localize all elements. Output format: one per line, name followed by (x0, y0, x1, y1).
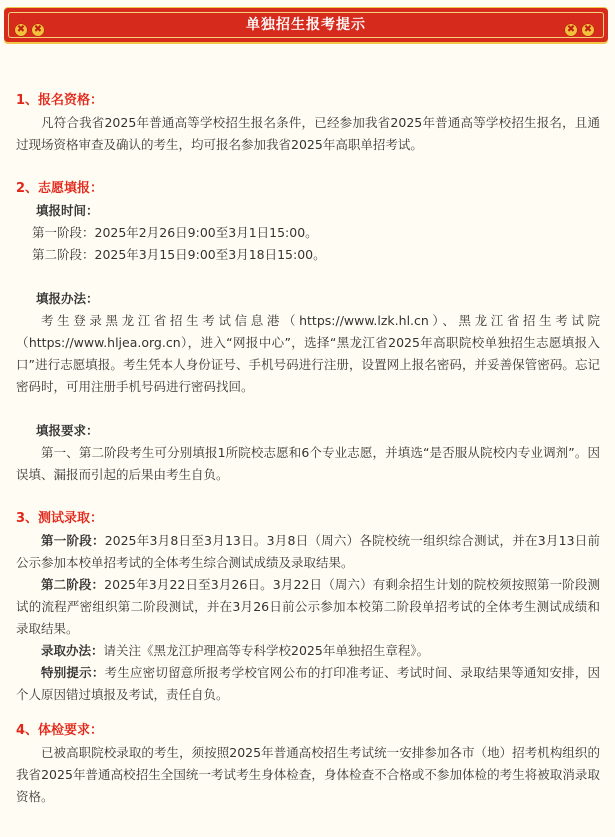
testing-phase2 (16, 574, 600, 640)
application-requirement-label: 填报要求： (36, 423, 99, 438)
testing-phase1 (16, 530, 600, 574)
admission-method-label: 录取办法： (41, 643, 104, 658)
testing-phase2-text: 2025年3月22日至3月26日。3月22日（周六）有剩余招生计划的院校须按照第一阶段测试的流程严密组织第二阶段测试，并在3月26日前公示参加本校第二阶段单招考试的全体考生测试成绩和录取结果。 (16, 577, 600, 636)
section-title-eligibility: 1、报名资格： (16, 93, 104, 108)
application-phase1: 第一阶段：2025年2月26日9:00至3月1日15:00。 (32, 225, 318, 240)
testing-phase1-label: 第一阶段： (41, 533, 105, 548)
application-time-label: 填报时间： (36, 203, 99, 218)
banner-ornament-left: ✖ ✖ (14, 17, 48, 33)
title-banner (4, 8, 608, 42)
page-title: 单独招生报考提示 (246, 17, 366, 33)
special-tip-label: 特别提示： (41, 665, 105, 680)
section-title-application: 2、志愿填报： (16, 181, 104, 196)
application-method-text: 考生登录黑龙江省招生考试信息港（https://www.lzk.hl.cn）、黑龙江省招生考试院（https://www.hljea.org.cn），进入“网报中心”，选择“黑龙江省2025年高职院校单独招生志愿填报入口”进行志愿填报。考生凭本人身份证号、手机号码进行注册，设置网上报名密码，并妥善保管密码。忘记密码时，可用注册手机号码进行密码找回。 (16, 313, 600, 394)
eligibility-text: 凡符合我省2025年普通高等学校招生报名条件，已经参加我省2025年普通高等学校招生报名，且通过现场资格审查及确认的考生，均可报名参加我省2025年高职单招考试。 (16, 115, 600, 152)
application-method-label: 填报办法： (36, 291, 99, 306)
admission-method-text: 请关注《黑龙江护理高等专科学校2025年单独招生章程》。 (103, 643, 430, 658)
testing-phase2-label: 第二阶段： (41, 577, 105, 592)
section-title-testing: 3、测试录取： (16, 511, 104, 526)
section-title-medical: 4、体检要求： (16, 723, 104, 738)
banner-ornament-right: ✖ ✖ (564, 17, 598, 33)
application-phase2: 第二阶段：2025年3月15日9:00至3月18日15:00。 (32, 247, 326, 262)
testing-phase1-text: 2025年3月8日至3月13日。3月8日（周六）各院校统一组织综合测试，并在3月13日前公示参加本校单招考试的全体考生综合测试成绩及录取结果。 (16, 533, 600, 570)
admission-method (16, 640, 600, 662)
special-tip-text: 考生应密切留意所报考学校官网公布的打印准考证、考试时间、录取结果等通知安排，因个人原因错过填报及考试，责任自负。 (16, 665, 600, 702)
special-tip (16, 662, 600, 706)
application-requirement-text: 第一、第二阶段考生可分别填报1所院校志愿和6个专业志愿，并填选“是否服从院校内专业调剂”。因误填、漏报而引起的后果由考生自负。 (16, 445, 600, 482)
article-body (16, 90, 600, 808)
medical-text: 已被高职院校录取的考生，须按照2025年普通高校招生考试统一安排参加各市（地）招考机构组织的我省2025年普通高校招生全国统一考试考生身体检查，身体检查不合格或不参加体检的考生将被取消录取资格。 (16, 745, 600, 804)
